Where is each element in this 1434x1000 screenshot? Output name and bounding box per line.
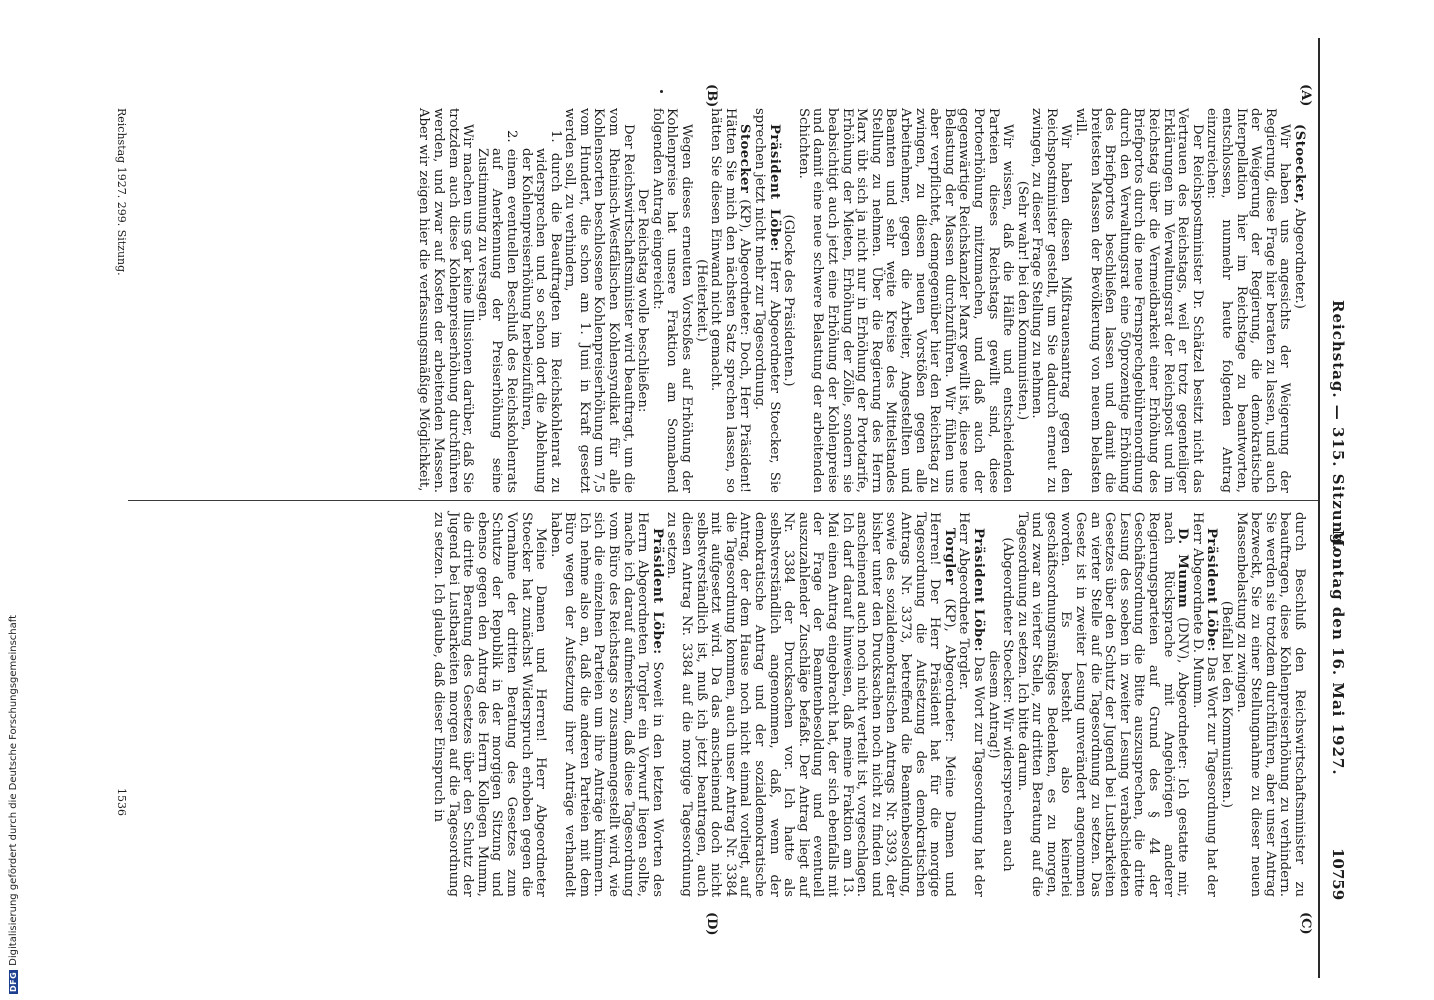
margin-letter-b: (B) — [704, 84, 719, 108]
speaker-text: (KP), Abgeordneter: Meine Damen und Herren! Der Herr Präsident hat für die morgige Tagesordnung die Aufsetzung des demokratischen Antrags Nr. 3373, betreffend die Beamtenbesoldung, sowie des sozialdemokratischen Antrags Nr. 3393, der bisher unter den Drucksachen noch nicht zu finden und anscheinend auch noch nicht verteilt ist, vorgeschlagen. Ich darf darauf hinweisen, daß meine Fraktion am 13. Mai einen Antrag eingebracht hat, der sich ebenfalls mit der Frage der Beamtenbesoldung und eventuell auszuzahlender Zuschläge befaßt. Der Antrag liegt auf Nr. 3384 der Drucksachen vor. Ich hatte als selbstverständlich angenommen, daß, wenn der demokratische Antrag und der sozialdemokratische Antrag, der dem Hause noch nicht einmal vorliegt, auf die Tagesordnung kommen, auch unser Antrag Nr. 3384 mit aufgesetzt wird. Da das anscheinend doch nicht selbstverständlich ist, muß ich jetzt beantragen, auch diesen Antrag Nr. 3384 auf die morgige Tagesordnung zu setzen. — [664, 512, 957, 897]
column-divider — [128, 500, 1318, 501]
interjection: (Sehr wahr! bei den Kommunisten.) — [1014, 180, 1030, 421]
dfg-logo: DFG — [9, 971, 18, 992]
speaker-name: Präsident Löbe: — [766, 124, 782, 252]
right-column — [430, 512, 1306, 897]
interjection: Der Reichstag wolle beschließen: — [635, 188, 651, 413]
body-paragraph: Meine Damen und Herren! Herr Abgeordneter Stoecker hat zunächst Widerspruch erhoben gegen die Vornahme der dritten Beratung des Gesetzes zum Schutze der Republik in der morgigen Sitzung und ebenso gegen den Antrag des Herrn Kollegen Mumm, die dritte Beratung des Gesetzes über den Schutz der Jugend bei Lustbarkeiten morgen auf die Tagesordnung zu setzen. Ich glaube, daß dieser Einspruch in — [430, 512, 549, 897]
speaker-text: (KP), Abgeordneter: Doch, Herr Präsident! Hätten Sie mich den nächsten Satz sprechen lassen, so hätten Sie diesen Einwand nicht gemacht. — [708, 108, 753, 493]
speaker-paragraph — [1014, 512, 1189, 897]
body-paragraph: Wir haben uns angesichts der Weigerung der Regierung, diese Frage hier beraten zu lassen, und auch der Weigerung der Regierung, die demokratische Interpellation hier im Reichstage zu beantworten, entschlossen, nunmehr heute folgenden Antrag einzureichen: — [1204, 108, 1293, 493]
speaker-name: Torgler — [941, 528, 957, 586]
margin-letter-c: (C) — [1298, 912, 1313, 935]
speaker-paragraph — [708, 108, 752, 493]
motion-text: Der Reichspostminister Dr. Schätzel besitzt nicht das Vertrauen des Reichstags, weil er trotz gegenteiliger Erklärungen im Verwaltungsrat der Reichspost und im Reichstag über die Vermeidbarkeit einer Erhöhung des Briefportos durch die neue Fernsprechgebührenordnung durch den Verwaltungsrat eine 50prozentige Erhöhung des Briefportos beschließen lassen und damit die breitesten Massen der Bevölkerung von neuem belasten will. — [1073, 108, 1205, 493]
page-number: 10759 — [1329, 848, 1347, 901]
motion-text: Der Reichswirtschaftsminister wird beauftragt, um die vom Rheinisch-Westfälischen Kohlensyndikat für alle Kohlensorten beschlossene Kohlenpreiserhöhung um 7,5 vom Hundert, die schon am 1. Juni in Kraft gesetzt werden soll, zu verhindern, — [562, 108, 636, 493]
interjection: (Beifall bei den Kommunisten.) — [1219, 600, 1235, 809]
speaker-name: (Stoecker, — [1292, 124, 1307, 205]
speaker-paragraph — [1189, 512, 1218, 897]
footer-right: 1536 — [115, 788, 128, 816]
speaker-paragraph — [547, 512, 664, 897]
list-item: 2. einem eventuellen Beschluß des Reichskohlenrats auf Anerkennung der Preiserhöhung seine Zustimmung zu versagen. — [474, 130, 519, 493]
body-paragraph: Wegen dieses erneuten Vorstoßes auf Erhöhung der Kohlenpreise hat unsere Fraktion am Sonnabend folgenden Antrag eingereicht: — [649, 108, 695, 493]
speaker-name: Präsident Löbe: — [1204, 528, 1220, 652]
running-header-center: Montag den 16. Mai 1927. — [1329, 530, 1347, 776]
speaker-text: (DNV), Abgeordneter: Ich gestatte mir, nach Rücksprache mit Angehörigen anderer Regierungsparteien auf Grund des § 44 der Geschäftsordnung die Bitte auszusprechen, die dritte Lesung des soeben in zweiter Lesung verabschiedeten Gesetzes über den Schutz der Jugend bei Lustbarkeiten an vierter Stelle auf die Tagesordnung zu setzen. Das Gesetz ist in zweiter Lesung unverändert angenommen worden. Es besteht also keinerlei geschäftsordnungsmäßiges Bedenken, es zu morgen, und zwar an vierter Stelle, zur dritten Beratung auf die Tagesordnung zu setzen. Ich bitte darum. — [1014, 512, 1191, 897]
running-header-left: Reichstag. — 315. Sitzung. — [1329, 300, 1347, 552]
body-paragraph: Wir machen uns gar keine Illusionen darüber, daß Sie trotzdem auch diese Kohlenpreiserhöhung durchführen werden, und zwar auf Kosten der arbeitenden Massen. Aber wir zeigen hier die verfassungsmäßige Möglichkeit, — [416, 108, 476, 493]
list-item: 1. durch die Beauftragten im Reichskohlenrat zu widersprechen und so schon dort die Ablehnung der Kohlenpreiserhöhung herbeizuführen, — [518, 130, 563, 493]
speaker-text: Das Wort zur Tagesordnung hat der Herr Abgeordnete Torgler. — [956, 512, 986, 897]
speaker-text: Soweit in den letzten Worten des Herrn Abgeordneten Torgler ein Vorwurf liegen sollte, mache ich darauf aufmerksam, daß diese Tagesordnung vom Büro des Reichstags so zusammengestellt wird, wie sich die einzelnen Parteien um ihre Anträge kümmern. Ich nehme also an, daß die anderen Parteien mit dem Büro wegen der Aufsetzung ihrer Anträge verhandelt haben. — [547, 512, 665, 897]
speaker-name: Präsident Löbe: — [649, 528, 665, 655]
speaker-text: Abgeordneter.) — [1292, 204, 1307, 309]
left-column — [416, 108, 1306, 493]
footer-left: Reichstag 1927. 299. Sitzung. — [115, 108, 128, 276]
body-paragraph: Wir haben diesen Mißtrauensantrag gegen den Reichspostminister gestellt, um Sie dadurch erneut zu zwingen, zu dieser Frage Stellung zu nehmen. — [1029, 108, 1074, 493]
speaker-text: Das Wort zur Tagesordnung hat der Herr Abgeordnete D. Mumm. — [1189, 512, 1220, 897]
margin-dot — [660, 90, 663, 93]
speaker-name: Präsident Löbe: — [970, 528, 986, 652]
speaker-text: Herr Abgeordneter Stoecker, Sie sprechen jetzt nicht mehr zur Tagesordnung. — [752, 108, 782, 493]
interjection: (Heiterkeit.) — [693, 259, 709, 342]
digitization-credit — [8, 615, 19, 994]
interjection: (Abgeordneter Stoecker: Wir widersprechen auch diesem Antrag!) — [985, 537, 1016, 872]
header-rule — [1318, 38, 1320, 978]
interjection: (Glocke des Präsidenten.) — [781, 214, 797, 387]
speaker-paragraph — [751, 108, 780, 493]
speaker-name: D. Mumm — [1175, 528, 1191, 609]
speaker-paragraph — [664, 512, 956, 897]
margin-letter-d: (D) — [704, 912, 719, 936]
body-paragraph: durch Beschluß den Reichswirtschaftsminister zu beauftragen, diese Kohlenpreiserhöhung zu verhindern. Sie werden sie trotzdem durchführen, aber unser Antrag bezweckt, Sie zu einer Stellungnahme zu dieser neuen Massenbelastung zu zwingen. — [1233, 512, 1307, 897]
margin-letter-a: (A) — [1298, 84, 1313, 107]
speaker-name: Stoecker — [737, 124, 753, 194]
body-paragraph: Wir wissen, daß die Hälfte und entscheidenden Parteien dieses Reichstags gewillt sind, diese Portoerhöhung mitzumachen, und daß auch der gegenwärtige Reichskanzler Marx gewillt ist, diese neue Belastung der Massen durchzuführen. Wir fühlen uns aber verpflichtet, demgegenüber hier den Reichstag zu zwingen, zu diesen neuen Vorstößen gegen alle Arbeitnehmer, gegen die Arbeiter, Angestellten und Beamten und sehr weite Kreise des Mittelstandes Stellung zu nehmen. Über die Regierung des Herrn Marx übt sich ja nicht nur in Erhöhung der Portotarife, Erhöhung der Mieten, Erhöhung der Zölle, sondern sie beabsichtigt auch jetzt eine Erhöhung der Kohlenpreise und damit eine neue schwere Belastung der arbeitenden Schichten. — [795, 108, 1016, 493]
speaker-paragraph — [956, 512, 985, 897]
speaker-paragraph — [1291, 108, 1306, 493]
credit-text: Digitalisierung gefördert durch die Deutsche Forschungsgemeinschaft — [8, 614, 19, 966]
